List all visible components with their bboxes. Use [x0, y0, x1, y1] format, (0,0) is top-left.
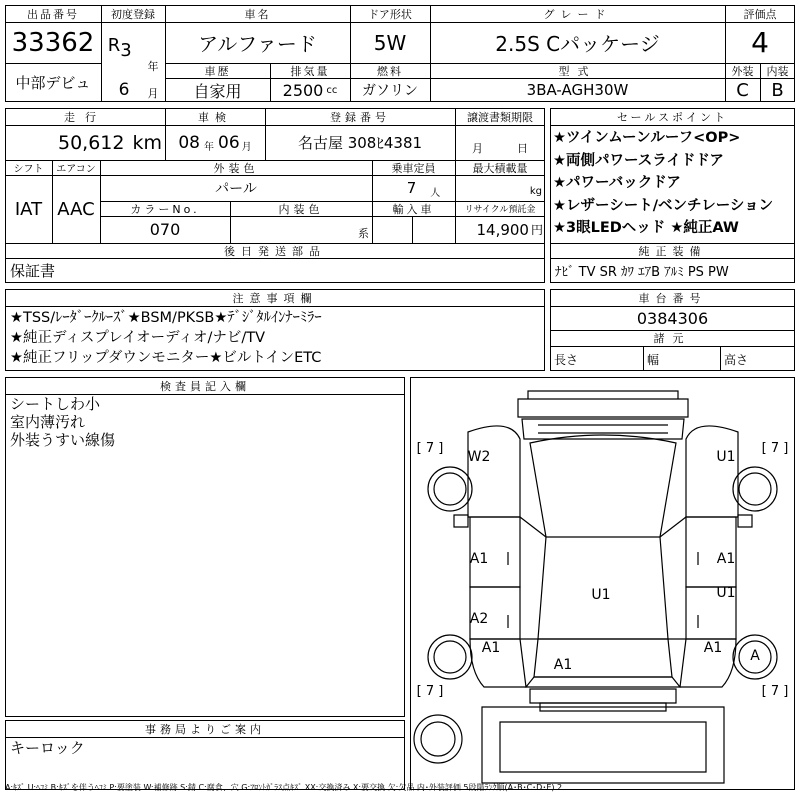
- inspection-label: 車検: [198, 110, 232, 124]
- cc-unit: cc: [326, 84, 338, 96]
- inspector-line: シートしわ小: [10, 395, 101, 413]
- damage-a2-left: A2: [469, 611, 489, 627]
- later-parts: 保証書: [10, 262, 56, 280]
- displacement-label: 排気量: [290, 64, 330, 78]
- damage-a-wheel: A: [750, 648, 760, 664]
- transfer-day: 日: [517, 142, 528, 155]
- mileage-value: 50,612: [58, 131, 125, 154]
- sales-line: ★両側パワースライドドア: [553, 152, 724, 169]
- ext-label: 外装: [731, 64, 754, 78]
- displacement-value: 2500: [282, 80, 324, 100]
- damage-w2: W2: [467, 449, 491, 465]
- car-name-label: 車名: [244, 7, 271, 21]
- capacity-value: 7: [406, 179, 417, 197]
- damage-a1-right-door: A1: [716, 551, 736, 567]
- later-label: 後日発送部品: [224, 244, 326, 258]
- recycle-label: リサイクル預託金: [464, 205, 536, 215]
- import-label: 輸入車: [392, 202, 435, 216]
- bracket-top-left: [ 7 ]: [416, 440, 444, 456]
- door: 5W: [373, 30, 407, 55]
- equipment-label: 純正装備: [638, 244, 707, 258]
- grade-label: グレード: [543, 7, 612, 21]
- damage-a1-left-quarter: A1: [481, 640, 501, 656]
- fuel: ガソリン: [362, 83, 418, 99]
- damage-u1-front-right: U1: [716, 449, 736, 465]
- insp-month-unit: 月: [241, 142, 252, 153]
- damage-a1-rear: A1: [553, 657, 573, 673]
- year-unit: 年: [147, 60, 159, 73]
- int-score: B: [771, 79, 784, 101]
- damage-a1-right-quarter: A1: [703, 640, 723, 656]
- note-line: ★純正フリップダウンモニター★ビルトインETC: [10, 350, 322, 366]
- load-label: 最大積載量: [472, 161, 528, 175]
- regno-label: 登録番号: [330, 110, 390, 124]
- transfer-month: 月: [472, 142, 483, 155]
- first-reg-label: 初度登録: [111, 7, 155, 21]
- shift-label: シフト: [13, 164, 44, 175]
- sales-line: ★ツインムーンルーフ<OP>: [553, 130, 741, 146]
- first-reg-year: 3: [120, 39, 132, 61]
- lot-number: 33362: [11, 27, 95, 58]
- bracket-top-right: [ 7 ]: [761, 440, 789, 456]
- office-label: 事務局よりご案内: [145, 722, 265, 736]
- notes-lines: [10, 308, 540, 368]
- recycle: [455, 216, 543, 243]
- month-unit: 月: [147, 87, 159, 100]
- colorno-label: カラーNo.: [130, 202, 200, 216]
- insp-month: 06: [218, 132, 240, 153]
- insp-year: 08: [178, 132, 200, 153]
- sales-line: ★レザーシート/ベンチレーション: [553, 197, 774, 214]
- recycle-value: 14,900: [476, 220, 529, 239]
- fuel-label: 燃料: [377, 64, 403, 78]
- regno: 名古屋 308ﾋ4381: [297, 134, 423, 152]
- capacity-label: 乗車定員: [391, 161, 436, 175]
- shift: IAT: [14, 198, 43, 220]
- bracket-bottom-left: [ 7 ]: [416, 683, 444, 699]
- yen-unit: 円: [530, 223, 543, 237]
- era: R: [107, 34, 121, 56]
- sales-line: ★3眼LEDヘッド ★純正AW: [553, 220, 739, 236]
- int-label: 内装: [766, 64, 789, 78]
- inspector-line: 室内薄汚れ: [10, 413, 86, 431]
- lot-label: 出品番号: [27, 7, 79, 21]
- history-label: 車歴: [204, 64, 231, 78]
- score-label: 評価点: [743, 7, 777, 21]
- capacity: [372, 175, 455, 201]
- door-label: ドア形状: [368, 7, 412, 21]
- equipment: ﾅﾋﾞ TV SR ｶﾜ ｴｱB ｱﾙﾐ PS PW: [555, 265, 729, 280]
- damage-u1-roof: U1: [591, 587, 611, 603]
- ac-label: エアコン: [56, 164, 96, 175]
- color-label: 外装色: [213, 161, 259, 175]
- colorno: 070: [149, 220, 181, 239]
- sales-lines: [553, 127, 795, 242]
- note-line: ★TSS/ﾚｰﾀﾞｰｸﾙｰｽﾞ★BSM/PKSB★ﾃﾞｼﾞﾀﾙｲﾝﾅｰﾐﾗｰ: [10, 310, 322, 326]
- damage-u1-right: U1: [716, 585, 736, 601]
- capacity-unit: 人: [430, 187, 441, 199]
- intcolor-unit: 系: [358, 227, 369, 240]
- bracket-bottom-right: [ 7 ]: [761, 683, 789, 699]
- intcolor-label: 内装色: [278, 202, 324, 216]
- model: 3BA-AGH30W: [526, 81, 629, 99]
- score: 4: [751, 26, 769, 59]
- note-line: ★純正ディスプレイオーディオ/ナビ/TV: [10, 330, 265, 346]
- car-name: アルファード: [198, 32, 317, 56]
- height-label: 高さ: [724, 352, 749, 367]
- chassis-label: 車台番号: [638, 291, 707, 305]
- inspector-label: 検査員記入欄: [160, 379, 250, 393]
- spec-label: 諸元: [653, 332, 692, 345]
- inspector-line: 外装うすい線傷: [10, 431, 116, 449]
- color: パール: [215, 181, 257, 197]
- inspection: [165, 125, 265, 160]
- chassis-number: 0384306: [636, 308, 709, 328]
- grade: 2.5S Cパッケージ: [495, 32, 660, 56]
- mileage-label: 走行: [64, 110, 106, 124]
- ext-score: C: [736, 79, 749, 101]
- inspector-lines: [10, 395, 400, 449]
- model-label: 型式: [558, 64, 597, 78]
- displacement: [270, 78, 350, 102]
- office-note: キーロック: [10, 738, 85, 757]
- sales-label: セールスポイント: [616, 110, 728, 124]
- transfer-label: 譲渡書類期限: [467, 110, 533, 124]
- history: 自家用: [193, 81, 242, 101]
- length-label: 長さ: [554, 352, 579, 367]
- km-unit: km: [132, 131, 162, 154]
- notes-label: 注意事項欄: [232, 291, 318, 305]
- ac: AAC: [57, 198, 95, 220]
- debut-label: 中部デビュ: [15, 74, 91, 92]
- legend: A:ｷｽﾞ U:ﾍｺﾐ B:ｷｽﾞを伴うﾍｺﾐ P:要塗装 W:補修跡 S:錆 C:腐食、穴 G:ﾌﾛﾝﾄｶﾞﾗｽ点ｷｽﾞ XX:交換済み X:要交換 欠:欠品 内･外装評価 5段階ﾗﾝｸ順(A･B･C･D･E) 2: [5, 782, 563, 792]
- width-label: 幅: [647, 352, 660, 367]
- sales-line: ★パワーバックドア: [553, 175, 681, 191]
- damage-a1-left-door: A1: [469, 551, 489, 567]
- first-reg-month: 6: [118, 80, 130, 100]
- mileage: [5, 125, 162, 160]
- load-unit: kg: [529, 185, 542, 197]
- insp-year-unit: 年: [204, 142, 214, 153]
